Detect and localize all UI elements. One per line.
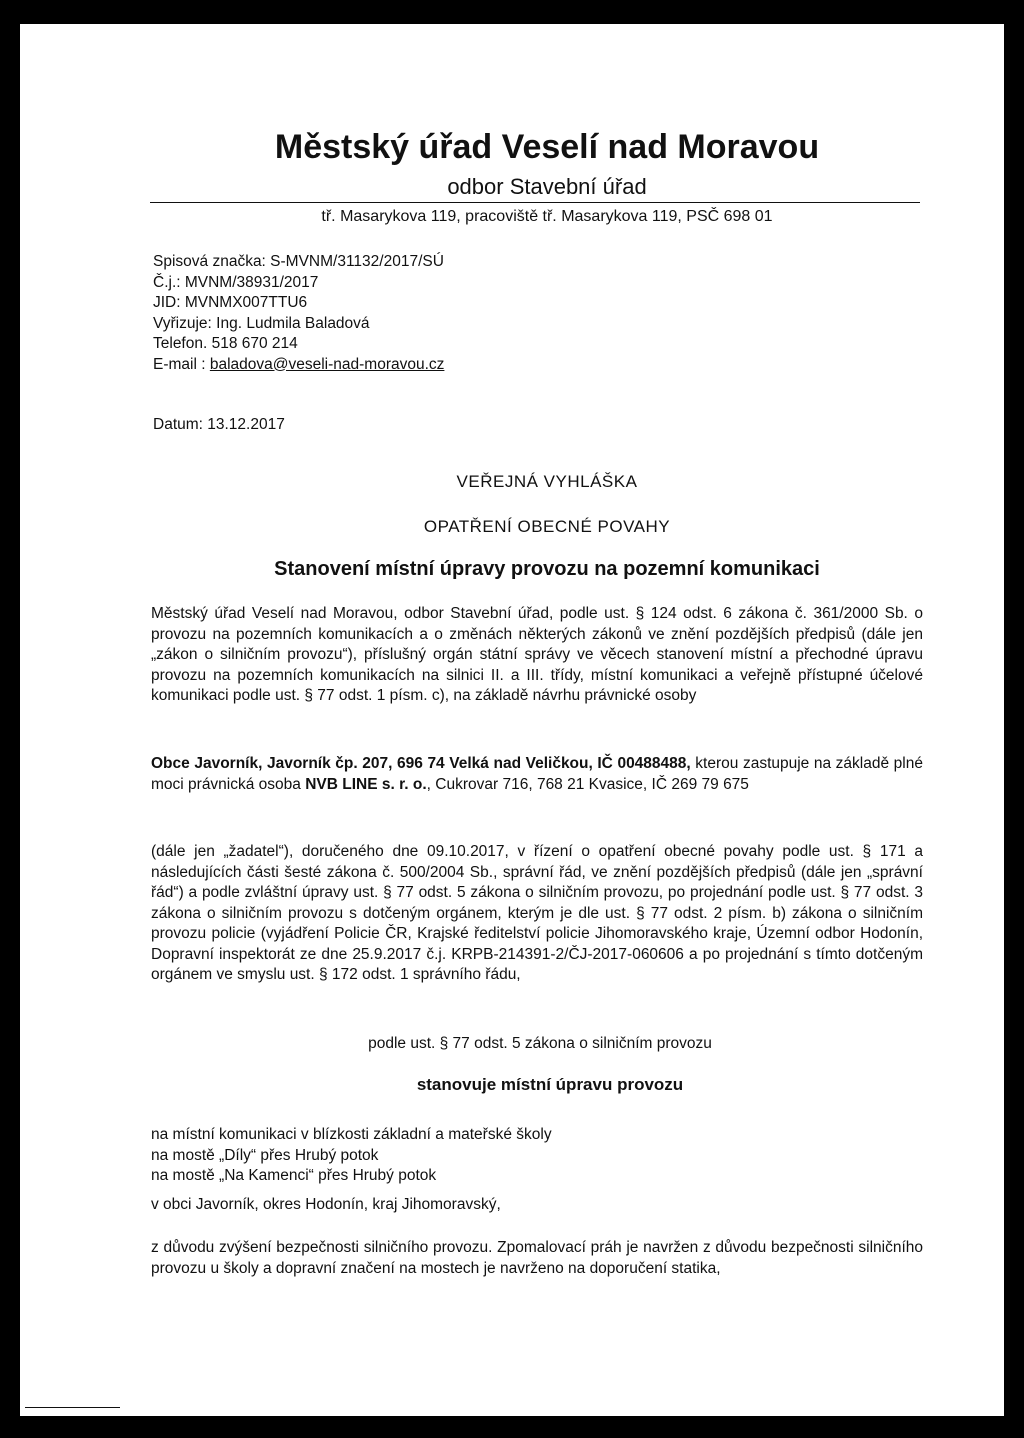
header-divider <box>150 202 920 203</box>
location-item: na mostě „Díly“ přes Hrubý potok <box>151 1146 379 1164</box>
location-item: na místní komunikaci v blízkosti základní a mateřské školy <box>151 1126 552 1143</box>
jid: JID: MVNMX007TTU6 <box>153 294 308 311</box>
represented-by-pre: kterou zastupuje na základě plné moci právnická osoba <box>151 755 923 793</box>
reference-number: Č.j.: MVNM/38931/2017 <box>153 273 319 291</box>
by-law-line: podle ust. § 77 odst. 5 zákona o silničním provozu <box>368 1035 712 1052</box>
paragraph-reason: z důvodu zvýšení bezpečnosti silničního provozu. Zpomalovací práh je navržen z důvodu bezpečnosti silničního provozu u školy a dopravní značení na mostech je navrženo na doporučení statika, <box>151 1239 923 1277</box>
paragraph-applicant <box>151 754 923 795</box>
applicant-name: Obce Javorník, Javorník čp. 207, 696 74 Velká nad Veličkou, IČ 00488488, <box>151 755 691 772</box>
public-notice-title: VEŘEJNÁ VYHLÁŠKA <box>456 472 638 491</box>
location-item: na mostě „Na Kamenci“ přes Hrubý potok <box>151 1167 437 1184</box>
phone: Telefon. 518 670 214 <box>153 335 298 352</box>
paragraph-legal-basis: Městský úřad Veselí nad Moravou, odbor Stavební úřad, podle ust. § 124 odst. 6 zákona č. 361/2000 Sb. o provozu na pozemních komunikacích a o změnách některých zákonů ve znění pozdějších předpisů (dále jen „zákon o silničním provozu“), příslušný orgán státní správy ve věcech stanovení místní a přechodné úpravu provozu na pozemních komunikacích na silnici II. a III. třídy, místní komunikaci a veřejně přístupné účelové komunikaci podle ust. § 77 odst. 1 písm. c), na základě návrhu právnické osoby <box>151 605 923 704</box>
document-date: Datum: 13.12.2017 <box>153 416 285 433</box>
footnote-divider <box>25 1407 120 1408</box>
represented-by-post: , Cukrovar 716, 768 21 Kvasice, IČ 269 79 675 <box>426 775 749 793</box>
email-row <box>153 355 444 376</box>
location-list <box>151 1125 552 1187</box>
department-name: odbor Stavební úřad <box>447 174 647 199</box>
subject-title: Stanovení místní úpravy provozu na pozemní komunikaci <box>274 558 820 580</box>
office-address: tř. Masarykova 119, pracoviště tř. Masarykova 119, PSČ 698 01 <box>321 208 773 225</box>
office-name: Městský úřad Veselí nad Moravou <box>274 128 820 166</box>
email-label: E-mail : <box>153 355 210 373</box>
document-page <box>20 24 1004 1416</box>
general-measure-title: OPATŘENÍ OBECNÉ POVAHY <box>423 517 671 536</box>
document-metadata <box>153 252 444 375</box>
handled-by: Vyřizuje: Ing. Ludmila Baladová <box>153 314 370 332</box>
file-mark: Spisová značka: S-MVNM/31132/2017/SÚ <box>153 253 444 270</box>
paragraph-procedure: (dále jen „žadatel“), doručeného dne 09.10.2017, v řízení o opatření obecné povahy podle ust. § 171 a následujících části šesté zákona č. 500/2004 Sb., správní řád, ve znění pozdějších předpisů (dále jen „správní řád“) a podle zvláštní úpravy ust. § 77 odst. 5 zákona o silničním provozu, po projednání podle ust. § 77 odst. 3 zákona o silničním provozu s dotčeným orgánem, kterým je dle ust. § 77 odst. 2 písm. b) zákona o silničním provozu policie (vyjádření Policie ČR, Krajské ředitelství policie Jihomoravského kraje, Územní odbor Hodonín, Dopravní inspektorát ze dne 25.9.2017 č.j. KRPB-214391-2/ČJ-2017-060606 a po projednání s tímto dotčeným orgánem ve smyslu ust. § 172 odst. 1 správního řádu, <box>151 843 923 983</box>
representative-name: NVB LINE s. r. o. <box>305 775 427 793</box>
email-link[interactable]: baladova@veseli-nad-moravou.cz <box>209 355 445 373</box>
decision-heading: stanovuje místní úpravu provozu <box>416 1075 684 1094</box>
region-line: v obci Javorník, okres Hodonín, kraj Jihomoravský, <box>151 1196 501 1213</box>
